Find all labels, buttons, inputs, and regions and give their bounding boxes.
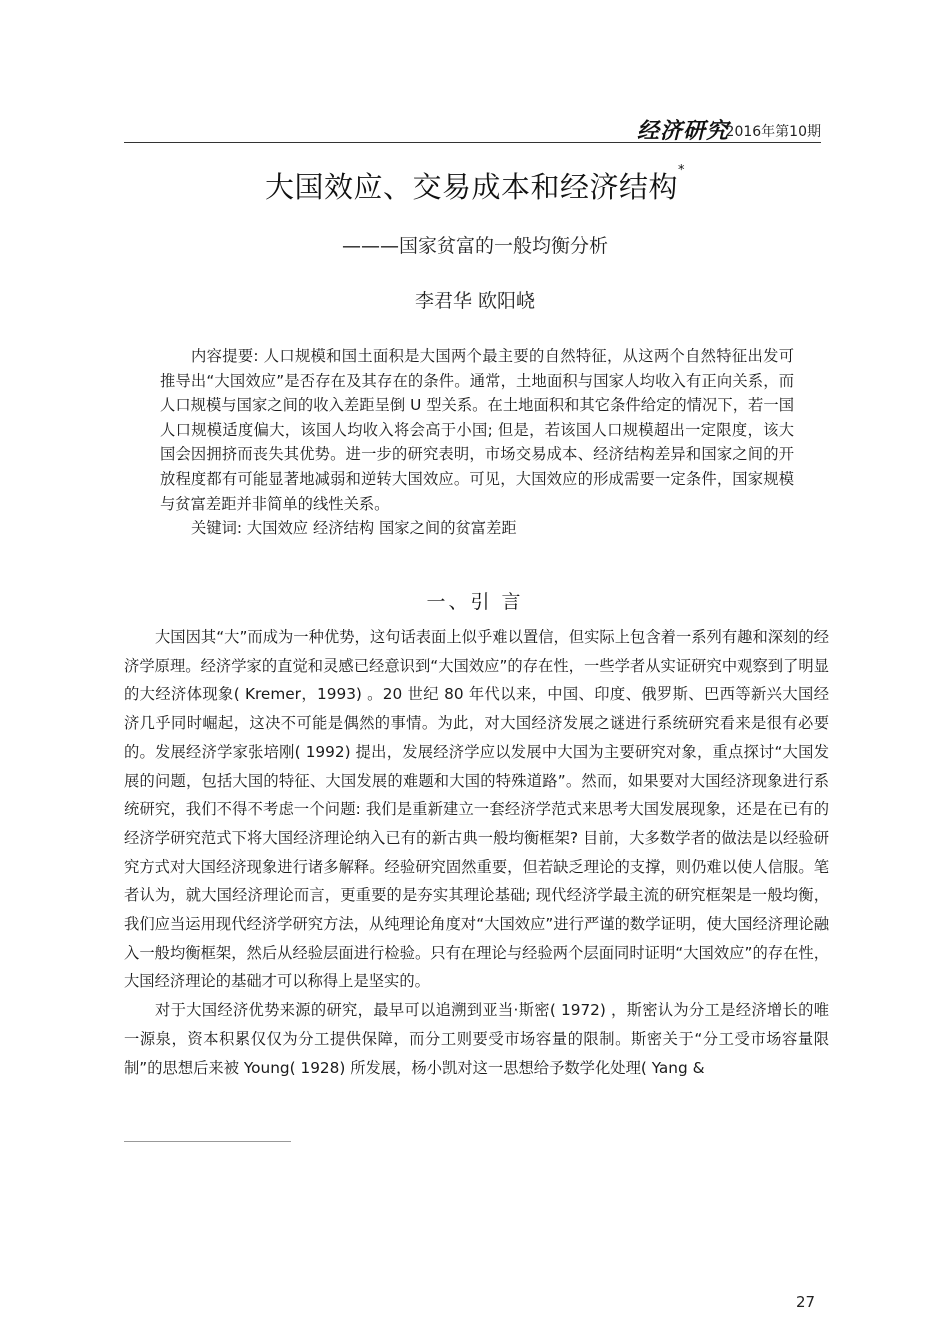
journal-name: 经济研究 xyxy=(636,118,729,144)
page-number: 27 xyxy=(796,1293,816,1311)
body-text xyxy=(124,623,829,1082)
article-subtitle: ———国家贫富的一般均衡分析 xyxy=(341,235,608,257)
body-paragraph: 大国因其“大”而成为一种优势，这句话表面上似乎难以置信，但实际上包含着一系列有趣和深刻的经济学原理。经济学家的直觉和灵感已经意识到“大国效应”的存在性，一些学者从实证研究中观察到了明显的大经济体现象( Kremer，1993) 。20 世纪 80 年代以来，中国、印度、俄罗斯、巴西等新兴大国经济几乎同时崛起，这决不可能是偶然的事情。为此，对大国经济发展之谜进行系统研究看来是很有必要的。发展经济学家张培刚( 1992) 提出，发展经济学应以发展中大国为主要研究对象，重点探讨“大国发展的问题，包括大国的特征、大国发展的难题和大国的特殊道路”。然而，如果要对大国经济现象进行系统研究，我们不得不考虑一个问题: 我们是重新建立一套经济学范式来思考大国发展现象，还是在已有的经济学研究范式下将大国经济理论纳入已有的新古典一般均衡框架? 目前，大多数学者的做法是以经验研究方式对大国经济现象进行诸多解释。经验研究固然重要，但若缺乏理论的支撑，则仍难以使人信服。笔者认为，就大国经济理论而言，更重要的是夯实其理论基础; 现代经济学最主流的研究框架是一般均衡，我们应当运用现代经济学研究方法，从纯理论角度对“大国效应”进行严谨的数学证明，使大国经济理论融入一般均衡框架，然后从经验层面进行检验。只有在理论与经验两个层面同时证明“大国效应”的存在性，大国经济理论的基础才可以称得上是坚实的。 xyxy=(124,628,829,991)
body-paragraph: 对于大国经济优势来源的研究，最早可以追溯到亚当·斯密( 1972) ，斯密认为分工是经济增长的唯一源泉，资本积累仅仅为分工提供保障，而分工则要受市场容量的限制。斯密关于“分工受市场容量限制”的思想后来被 Young( 1928) 所发展，杨小凯对这一思想给予数学化处理( Yang & xyxy=(124,1001,829,1077)
issue-label: 2016年第10期 xyxy=(725,124,821,140)
running-header xyxy=(124,112,821,143)
authors: 李君华 欧阳峣 xyxy=(414,290,536,312)
abstract xyxy=(160,344,794,541)
article-title xyxy=(0,165,950,206)
abstract-text: 内容提要: 人口规模和国土面积是大国两个最主要的自然特征，从这两个自然特征出发可推导出“大国效应”是否存在及其存在的条件。通常，土地面积与国家人均收入有正向关系，而人口规模与国家之间的收入差距呈倒 U 型关系。在土地面积和其它条件给定的情况下，若一国人口规模适度偏大，该国人均收入将会高于小国; 但是，若该国人口规模超出一定限度，该大国会因拥挤而丧失其优势。进一步的研究表明，市场交易成本、经济结构差异和国家之间的开放程度都有可能显著地减弱和逆转大国效应。可见，大国效应的形成需要一定条件，国家规模与贫富差距并非简单的线性关系。 xyxy=(160,347,794,513)
footnote-divider xyxy=(124,1141,291,1142)
title-footnote-mark: * xyxy=(678,163,685,178)
section-heading: 一、引 言 xyxy=(426,591,524,613)
article-title-text: 大国效应、交易成本和经济结构 xyxy=(264,170,678,204)
keywords: 关键词: 大国效应 经济结构 国家之间的贫富差距 xyxy=(191,519,517,538)
